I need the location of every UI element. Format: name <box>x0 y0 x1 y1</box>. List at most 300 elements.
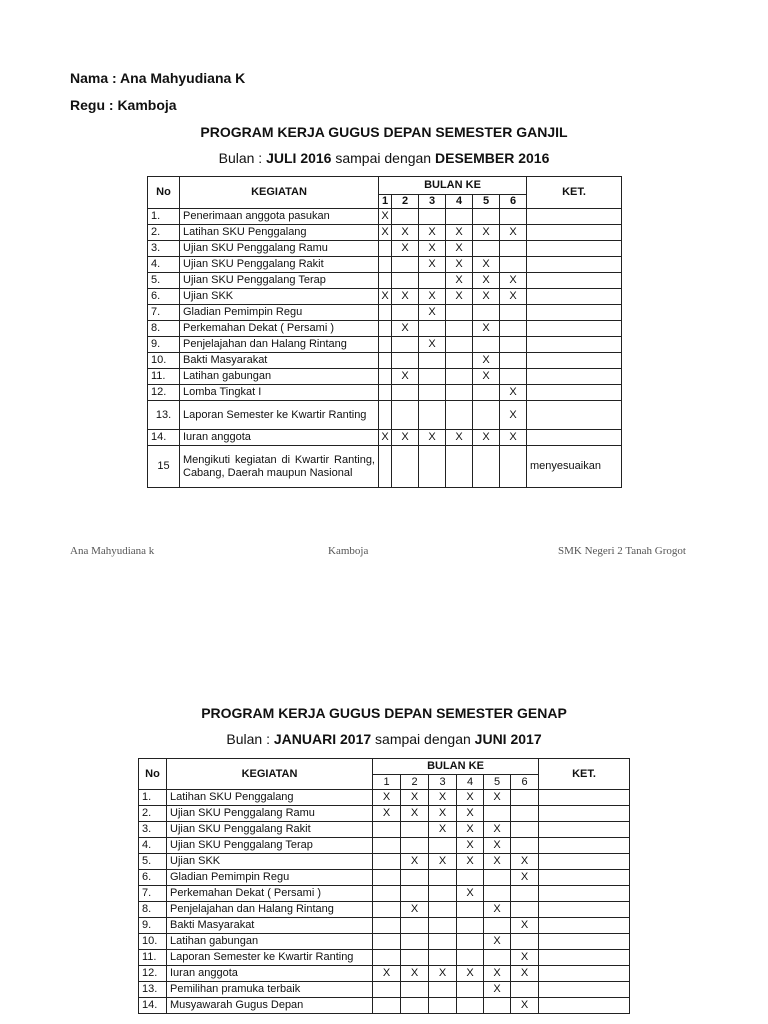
table-row <box>148 321 622 337</box>
month-mark <box>500 353 527 369</box>
month-mark <box>500 321 527 337</box>
table-row <box>139 838 630 854</box>
month-mark: X <box>473 289 500 305</box>
month-mark <box>419 369 446 385</box>
table-row <box>148 225 622 241</box>
activity-name: Latihan SKU Penggalang <box>180 225 379 241</box>
month-header: 2 <box>392 195 419 209</box>
footer-school: SMK Negeri 2 Tanah Grogot <box>558 545 686 557</box>
month-mark: X <box>500 273 527 289</box>
month-mark <box>401 998 429 1014</box>
row-number: 9. <box>148 337 180 353</box>
month-mark: X <box>419 241 446 257</box>
remark <box>539 870 630 886</box>
month-mark <box>484 998 511 1014</box>
month-mark: X <box>484 902 511 918</box>
month-mark <box>419 353 446 369</box>
month-mark <box>446 337 473 353</box>
remark <box>527 401 622 430</box>
table-row <box>139 918 630 934</box>
month-mark <box>500 257 527 273</box>
table-row <box>148 209 622 225</box>
month-mark: X <box>401 790 429 806</box>
activity-name: Ujian SKU Penggalang Terap <box>167 838 373 854</box>
month-mark <box>429 902 457 918</box>
activity-name: Penjelajahan dan Halang Rintang <box>180 337 379 353</box>
month-mark <box>392 209 419 225</box>
month-mark: X <box>401 966 429 982</box>
month-mark: X <box>457 886 484 902</box>
month-mark <box>511 822 539 838</box>
month-mark <box>446 353 473 369</box>
col-bulan-header: BULAN KE <box>379 177 527 195</box>
row-number: 12. <box>139 966 167 982</box>
month-mark <box>429 886 457 902</box>
table-row <box>148 446 622 488</box>
month-mark: X <box>511 966 539 982</box>
month-mark <box>500 337 527 353</box>
month-mark <box>446 446 473 488</box>
month-mark <box>401 934 429 950</box>
row-number: 7. <box>139 886 167 902</box>
month-mark: X <box>484 982 511 998</box>
activity-name: Laporan Semester ke Kwartir Ranting <box>167 950 373 966</box>
month-header: 4 <box>446 195 473 209</box>
activity-name: Laporan Semester ke Kwartir Ranting <box>180 401 379 430</box>
row-number: 13. <box>148 401 180 430</box>
month-mark <box>373 902 401 918</box>
row-number: 12. <box>148 385 180 401</box>
month-mark: X <box>484 790 511 806</box>
student-name: Nama : Ana Mahyudiana K <box>70 70 246 86</box>
activity-name: Ujian SKK <box>180 289 379 305</box>
month-mark <box>429 934 457 950</box>
remark <box>539 854 630 870</box>
month-mark <box>473 305 500 321</box>
ganjil-period-prefix: Bulan : <box>218 150 267 166</box>
month-mark: X <box>379 225 392 241</box>
month-mark: X <box>457 854 484 870</box>
month-mark <box>446 321 473 337</box>
col-bulan-header: BULAN KE <box>373 759 539 775</box>
month-mark: X <box>500 289 527 305</box>
month-mark <box>401 822 429 838</box>
month-mark <box>473 401 500 430</box>
month-mark <box>473 337 500 353</box>
month-mark <box>429 838 457 854</box>
activity-name: Penerimaan anggota pasukan <box>180 209 379 225</box>
month-mark <box>379 401 392 430</box>
month-mark: X <box>446 257 473 273</box>
month-mark: X <box>484 966 511 982</box>
month-mark <box>511 902 539 918</box>
activity-name: Musyawarah Gugus Depan <box>167 998 373 1014</box>
month-header: 1 <box>373 775 401 790</box>
month-mark <box>373 998 401 1014</box>
ganjil-period-start: JULI 2016 <box>266 150 332 166</box>
table-row <box>148 385 622 401</box>
month-mark <box>401 870 429 886</box>
month-mark <box>379 369 392 385</box>
month-mark: X <box>500 385 527 401</box>
month-mark <box>446 385 473 401</box>
month-mark: X <box>419 225 446 241</box>
table-row <box>139 806 630 822</box>
month-mark <box>419 209 446 225</box>
month-mark <box>473 446 500 488</box>
table-row <box>148 430 622 446</box>
month-mark: X <box>379 209 392 225</box>
activity-name: Ujian SKU Penggalang Rakit <box>167 822 373 838</box>
activity-name: Ujian SKK <box>167 854 373 870</box>
month-mark <box>373 886 401 902</box>
row-number: 3. <box>148 241 180 257</box>
row-number: 6. <box>139 870 167 886</box>
month-mark <box>373 950 401 966</box>
month-mark: X <box>473 321 500 337</box>
ganjil-table <box>147 176 622 488</box>
activity-name: Latihan SKU Penggalang <box>167 790 373 806</box>
month-header: 6 <box>500 195 527 209</box>
month-mark <box>457 998 484 1014</box>
col-no-header: No <box>139 759 167 790</box>
activity-name: Ujian SKU Penggalang Terap <box>180 273 379 289</box>
month-mark <box>401 838 429 854</box>
month-mark <box>401 918 429 934</box>
genap-period-prefix: Bulan : <box>226 731 274 747</box>
month-mark <box>511 886 539 902</box>
table-row <box>148 305 622 321</box>
genap-period-end: JUNI 2017 <box>474 731 542 747</box>
month-mark: X <box>457 822 484 838</box>
remark: menyesuaikan <box>527 446 622 488</box>
month-mark <box>457 934 484 950</box>
month-mark: X <box>473 273 500 289</box>
row-number: 15 <box>148 446 180 488</box>
month-mark <box>446 209 473 225</box>
table-row <box>139 934 630 950</box>
month-mark <box>392 257 419 273</box>
month-mark: X <box>473 225 500 241</box>
table-row <box>139 982 630 998</box>
remark <box>539 950 630 966</box>
month-mark <box>379 273 392 289</box>
table-row <box>139 822 630 838</box>
remark <box>539 966 630 982</box>
remark <box>527 225 622 241</box>
regu-name: Regu : Kamboja <box>70 97 177 113</box>
activity-name: Gladian Pemimpin Regu <box>180 305 379 321</box>
row-number: 8. <box>148 321 180 337</box>
month-mark: X <box>379 430 392 446</box>
month-mark <box>401 950 429 966</box>
activity-name: Ujian SKU Penggalang Ramu <box>167 806 373 822</box>
month-mark: X <box>446 289 473 305</box>
month-mark <box>373 982 401 998</box>
activity-name: Penjelajahan dan Halang Rintang <box>167 902 373 918</box>
remark <box>527 289 622 305</box>
remark <box>539 886 630 902</box>
remark <box>527 385 622 401</box>
month-mark: X <box>429 806 457 822</box>
row-number: 14. <box>148 430 180 446</box>
month-mark <box>457 870 484 886</box>
month-header: 5 <box>473 195 500 209</box>
month-mark <box>379 353 392 369</box>
remark <box>527 337 622 353</box>
month-mark: X <box>419 430 446 446</box>
remark <box>539 806 630 822</box>
footer-author: Ana Mahyudiana k <box>70 545 155 557</box>
month-mark: X <box>392 430 419 446</box>
month-mark <box>373 854 401 870</box>
month-mark <box>473 209 500 225</box>
activity-name: Ujian SKU Penggalang Rakit <box>180 257 379 273</box>
remark <box>527 353 622 369</box>
row-number: 6. <box>148 289 180 305</box>
table-row <box>148 401 622 430</box>
month-mark: X <box>511 854 539 870</box>
month-mark <box>401 886 429 902</box>
month-mark <box>457 902 484 918</box>
table-row <box>148 241 622 257</box>
month-mark: X <box>419 337 446 353</box>
month-mark: X <box>457 966 484 982</box>
month-mark: X <box>373 806 401 822</box>
activity-name: Ujian SKU Penggalang Ramu <box>180 241 379 257</box>
month-mark: X <box>511 998 539 1014</box>
activity-name: Perkemahan Dekat ( Persami ) <box>180 321 379 337</box>
genap-title: PROGRAM KERJA GUGUS DEPAN SEMESTER GENAP <box>201 705 567 721</box>
activity-name: Latihan gabungan <box>167 934 373 950</box>
remark <box>539 998 630 1014</box>
month-mark <box>473 385 500 401</box>
table-row <box>148 273 622 289</box>
month-mark <box>500 241 527 257</box>
row-number: 1. <box>148 209 180 225</box>
month-header: 1 <box>379 195 392 209</box>
month-mark: X <box>473 353 500 369</box>
col-ket-header: KET. <box>527 177 622 209</box>
row-number: 1. <box>139 790 167 806</box>
month-mark: X <box>419 257 446 273</box>
remark <box>539 902 630 918</box>
footer-regu: Kamboja <box>328 545 369 557</box>
month-mark <box>392 353 419 369</box>
row-number: 10. <box>139 934 167 950</box>
month-mark: X <box>429 822 457 838</box>
month-mark: X <box>500 430 527 446</box>
month-mark: X <box>511 870 539 886</box>
table-row <box>148 289 622 305</box>
month-mark: X <box>401 854 429 870</box>
month-mark <box>379 257 392 273</box>
ganjil-period-mid: sampai dengan <box>331 150 435 166</box>
month-mark <box>429 950 457 966</box>
row-number: 13. <box>139 982 167 998</box>
table-row <box>139 902 630 918</box>
month-mark <box>457 950 484 966</box>
month-mark: X <box>457 790 484 806</box>
table-row <box>148 257 622 273</box>
month-mark: X <box>379 289 392 305</box>
row-number: 9. <box>139 918 167 934</box>
month-mark <box>373 870 401 886</box>
activity-name: Bakti Masyarakat <box>180 353 379 369</box>
month-mark: X <box>446 273 473 289</box>
month-mark: X <box>473 257 500 273</box>
activity-name: Mengikuti kegiatan di Kwartir Ranting, Cabang, Daerah maupun Nasional <box>180 446 379 488</box>
month-mark <box>373 934 401 950</box>
month-mark <box>429 998 457 1014</box>
month-mark: X <box>457 806 484 822</box>
activity-name: Latihan gabungan <box>180 369 379 385</box>
remark <box>539 838 630 854</box>
month-mark: X <box>373 966 401 982</box>
month-mark: X <box>401 902 429 918</box>
remark <box>539 982 630 998</box>
month-mark <box>379 337 392 353</box>
row-number: 3. <box>139 822 167 838</box>
remark <box>527 430 622 446</box>
month-mark: X <box>484 934 511 950</box>
remark <box>539 934 630 950</box>
month-mark <box>392 446 419 488</box>
month-mark: X <box>500 225 527 241</box>
month-mark <box>392 305 419 321</box>
month-mark <box>446 369 473 385</box>
month-mark <box>484 806 511 822</box>
month-mark: X <box>392 321 419 337</box>
month-mark <box>392 273 419 289</box>
row-number: 4. <box>148 257 180 273</box>
row-number: 8. <box>139 902 167 918</box>
month-mark: X <box>473 430 500 446</box>
row-number: 2. <box>139 806 167 822</box>
month-mark: X <box>392 289 419 305</box>
month-mark <box>511 790 539 806</box>
genap-period <box>0 731 768 747</box>
month-mark: X <box>419 289 446 305</box>
month-mark <box>392 337 419 353</box>
genap-period-mid: sampai dengan <box>371 731 475 747</box>
month-mark <box>392 401 419 430</box>
month-mark: X <box>484 854 511 870</box>
month-header: 3 <box>419 195 446 209</box>
col-ket-header: KET. <box>539 759 630 790</box>
month-mark: X <box>419 305 446 321</box>
month-mark <box>429 982 457 998</box>
month-mark: X <box>373 790 401 806</box>
activity-name: Lomba Tingkat I <box>180 385 379 401</box>
row-number: 4. <box>139 838 167 854</box>
remark <box>539 790 630 806</box>
month-mark <box>484 870 511 886</box>
row-number: 5. <box>139 854 167 870</box>
table-row <box>148 337 622 353</box>
month-mark: X <box>392 241 419 257</box>
month-mark <box>500 446 527 488</box>
month-mark <box>457 918 484 934</box>
month-mark: X <box>392 225 419 241</box>
month-header: 5 <box>484 775 511 790</box>
month-mark <box>419 401 446 430</box>
month-mark <box>379 321 392 337</box>
table-row <box>139 950 630 966</box>
month-mark <box>484 886 511 902</box>
row-number: 14. <box>139 998 167 1014</box>
month-header: 6 <box>511 775 539 790</box>
ganjil-title: PROGRAM KERJA GUGUS DEPAN SEMESTER GANJIL <box>200 124 568 140</box>
month-mark: X <box>484 838 511 854</box>
ganjil-period-end: DESEMBER 2016 <box>435 150 550 166</box>
month-mark: X <box>392 369 419 385</box>
table-row <box>148 369 622 385</box>
month-mark <box>500 305 527 321</box>
remark <box>539 822 630 838</box>
remark <box>527 305 622 321</box>
col-no-header: No <box>148 177 180 209</box>
month-mark <box>484 918 511 934</box>
month-mark <box>379 305 392 321</box>
month-mark <box>419 446 446 488</box>
month-mark <box>511 806 539 822</box>
month-mark: X <box>429 966 457 982</box>
month-mark: X <box>429 854 457 870</box>
remark <box>527 209 622 225</box>
table-row <box>139 854 630 870</box>
activity-name: Iuran anggota <box>167 966 373 982</box>
row-number: 10. <box>148 353 180 369</box>
activity-name: Pemilihan pramuka terbaik <box>167 982 373 998</box>
month-mark <box>457 982 484 998</box>
month-mark <box>379 446 392 488</box>
month-mark: X <box>484 822 511 838</box>
month-mark <box>379 241 392 257</box>
month-mark <box>373 838 401 854</box>
month-mark: X <box>473 369 500 385</box>
remark <box>539 918 630 934</box>
month-mark: X <box>429 790 457 806</box>
month-mark <box>511 934 539 950</box>
month-mark <box>484 950 511 966</box>
row-number: 5. <box>148 273 180 289</box>
remark <box>527 257 622 273</box>
month-mark: X <box>500 401 527 430</box>
month-mark <box>500 209 527 225</box>
month-mark: X <box>446 225 473 241</box>
month-mark <box>511 838 539 854</box>
month-header: 4 <box>457 775 484 790</box>
table-row <box>139 790 630 806</box>
month-mark <box>401 982 429 998</box>
month-mark <box>446 305 473 321</box>
col-kegiatan-header: KEGIATAN <box>180 177 379 209</box>
month-mark <box>446 401 473 430</box>
row-number: 11. <box>139 950 167 966</box>
month-mark: X <box>511 918 539 934</box>
month-mark <box>419 385 446 401</box>
month-header: 3 <box>429 775 457 790</box>
row-number: 7. <box>148 305 180 321</box>
month-mark <box>373 822 401 838</box>
remark <box>527 321 622 337</box>
activity-name: Perkemahan Dekat ( Persami ) <box>167 886 373 902</box>
row-number: 11. <box>148 369 180 385</box>
table-row <box>139 870 630 886</box>
month-mark <box>429 870 457 886</box>
month-mark <box>392 385 419 401</box>
